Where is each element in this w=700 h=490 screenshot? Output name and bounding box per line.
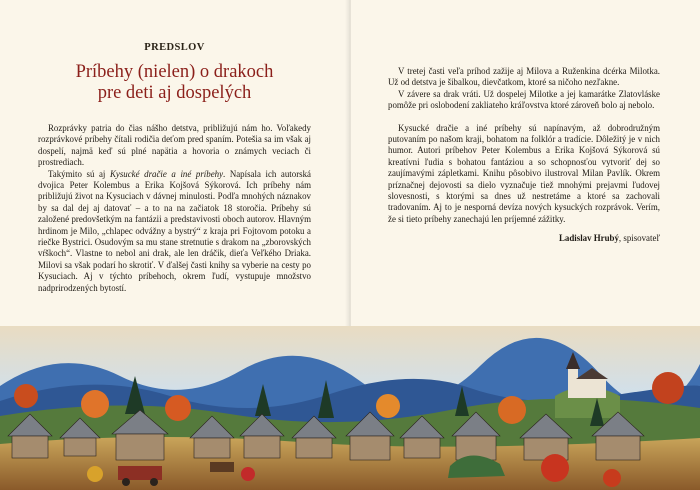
title-line-1: Príbehy (nielen) o drakoch	[75, 62, 274, 82]
signature	[388, 233, 660, 244]
paragraph-summary-rest: . Napísala ich autorská dvojica Peter Kolembus a Erika Kojšová Sýkorová. Ich príbehy nám približujú život na Kysuciach v dávnej minulosti. Podľa mnohých náznakov by sa dal dej aj datovať – a to na na začiatok 18 storočia. Príbehy sú založené predovšetkým na fantázii a predstavivosti oboch autorov. Hlavným hrdinom je Milo, „chlapec odvážny a bystrý“ z kraja pri Fojtovom potoku a riečke Bystrici. Osudovým sa mu stane stretnutie s drakom na „zborovských vŕškoch“. Vlastne to nebol ani drak, ale len dráčik, dieťa Veľkého Driaka. Milovi sa však podarí ho skrotiť. V ďalšej časti knihy sa vyberie na cesty po Kysuciach. Aj v týchto príbehoch, okrem ľudí, vystupuje množstvo nadprirodzených bytostí.	[38, 168, 311, 293]
signature-name: Ladislav Hrubý	[558, 233, 619, 244]
left-page	[0, 0, 349, 332]
paragraph-milotka: V tretej časti veľa príhod zažije aj Milova a Ruženkina dcérka Milotka. Už od detstva je šibalkou, dievčatkom, ktoré sa ničoho nezľakne.	[388, 66, 660, 88]
left-text-column	[38, 123, 311, 294]
right-text-column	[388, 66, 660, 245]
paragraph-book-summary	[38, 169, 311, 294]
right-page	[351, 0, 700, 332]
page-title	[20, 62, 329, 104]
signature-role: , spisovateľ	[618, 233, 660, 244]
book-title-italic: Kysucké dračie a iné príbehy	[109, 168, 224, 179]
section-kicker: PREDSLOV	[144, 42, 205, 53]
paragraph-intro: Rozprávky patria do čias nášho detstva, približujú nám ho. Voľakedy rozprávkové príbehy čítali rodičia deťom pred spaním. Potešia sa im však aj dospelí, najmä keď sú plné napätia a hovoria o známych veciach či prostrediach.	[38, 123, 311, 168]
title-line-2: pre deti aj dospelých	[97, 83, 252, 103]
paragraph-lead: Takýmito sú aj	[48, 168, 110, 179]
paragraph-ending: V závere sa drak vráti. Už dospelej Milotke a jej kamarátke Zlatovláske pomôže pri oslobodení zakliateho kráľovstva ktoré zároveň bolo aj nebolo.	[388, 88, 660, 111]
paragraph-evaluation: Kysucké dračie a iné príbehy sú napínavým, až dobrodružným putovaním po našom kraji, bohatom na folklór a tradície. Dôležitý je v nich humor. Autori príbehov Peter Kolembus a Erika Kojšová Sýkorová sú kreatívni ľudia s bohatou fantáziou a so schopnosťou vytvoriť dej so zaujímavými zápletkami. Knihu pôsobivo ilustroval Milan Pavlík. Okrem príznačnej dejovosti sa dielo vyznačuje tiež mnohými prejavmi ľudovej slovesnosti, s ktorými sa dnes už nestretáme a ktoré sa zachovali tradovaním. Aj to je nesporná devíza nových kysuckých rozprávok. Verím, že si tieto príbehy zanechajú len príjemné zážitky.	[388, 122, 660, 224]
village-illustration	[0, 326, 700, 490]
